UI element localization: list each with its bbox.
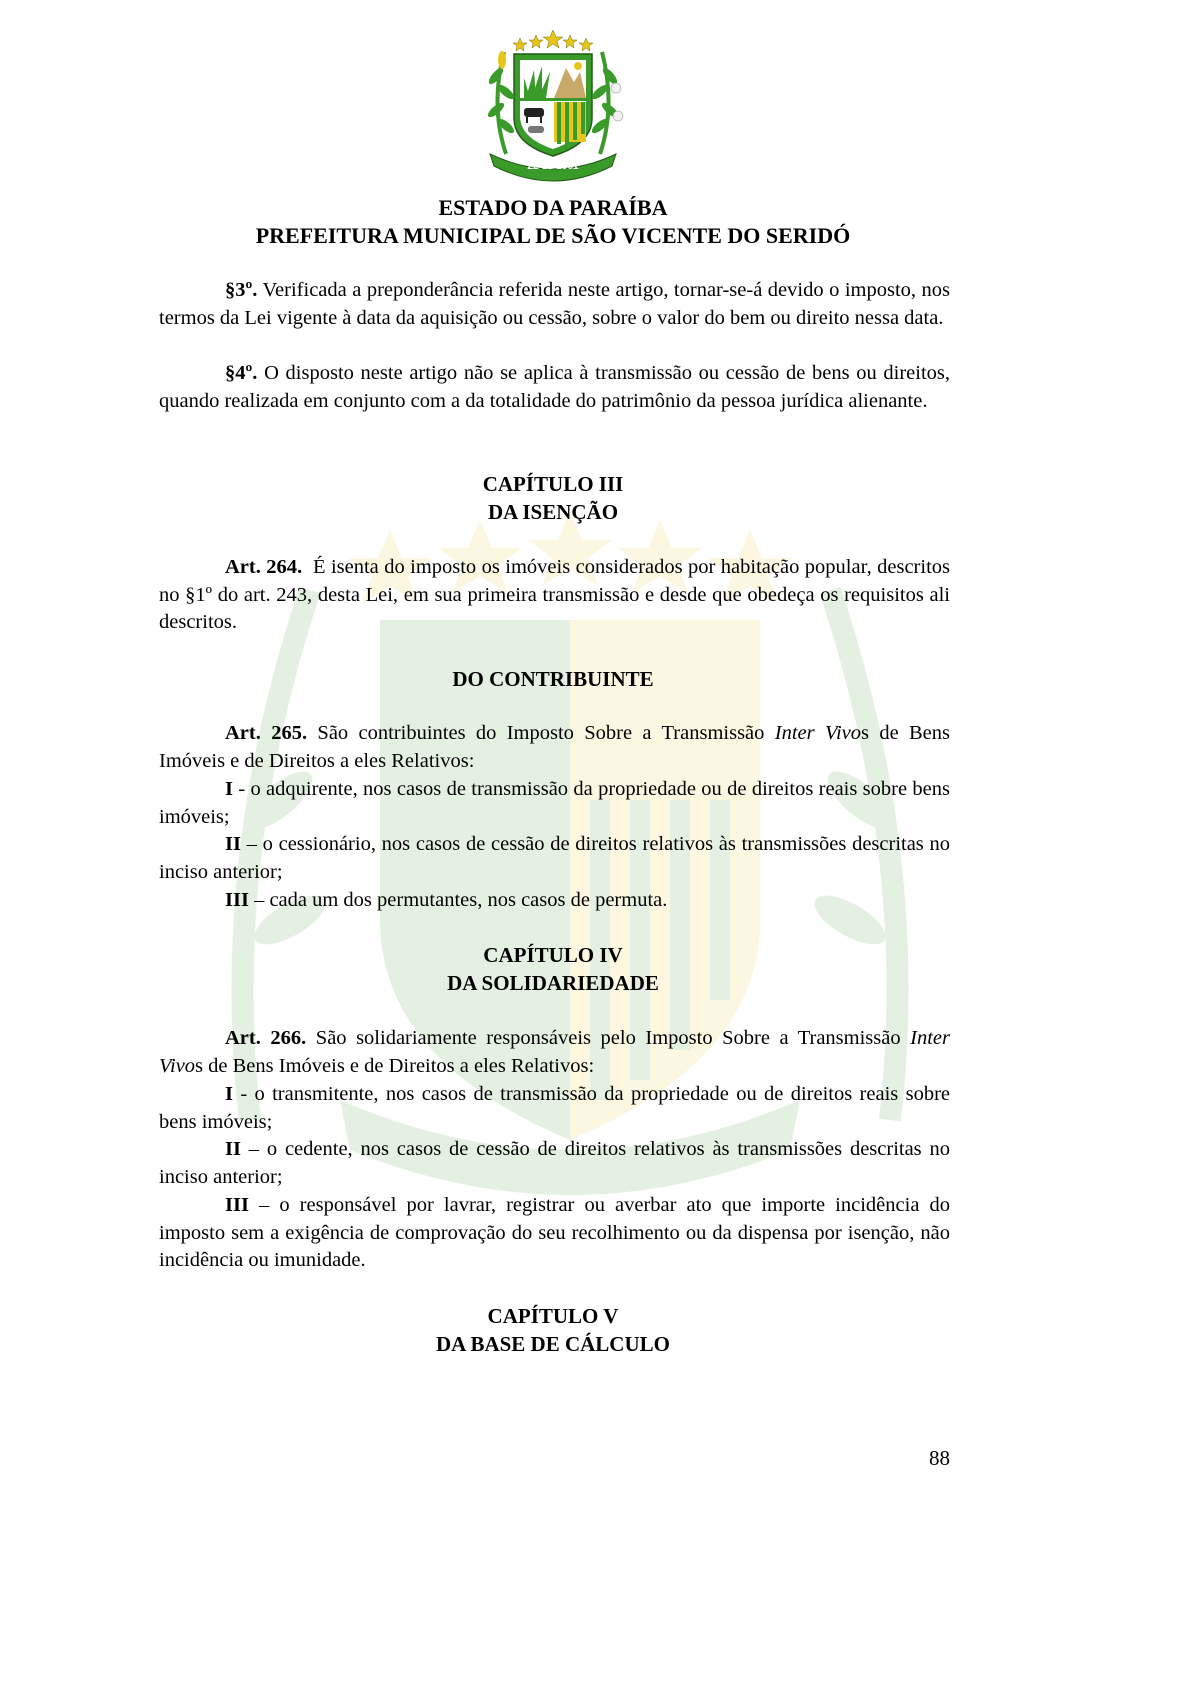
- article-265-text-before: São contribuintes do Imposto Sobre a Transmissão: [307, 722, 775, 744]
- article-265-item-iii-text: – cada um dos permutantes, nos casos de permuta.: [248, 889, 668, 911]
- article-264-text: É isenta do imposto os imóveis considerados por habitação popular, descritos no §1º do art. 243, desta Lei, em sua primeira transmissão e desde que obedeça os requisitos ali descritos.: [159, 556, 956, 634]
- article-265-item-iii: [159, 887, 950, 915]
- article-266-italic: Inter Vivo: [159, 1027, 950, 1077]
- article-265-label: Art. 265.: [225, 722, 308, 744]
- article-265-item-i: [159, 776, 950, 831]
- article-265-item-ii-label: II: [225, 833, 241, 855]
- article-266-item-i-label: I: [225, 1083, 233, 1105]
- article-266-label: Art. 266.: [225, 1027, 307, 1049]
- article-266-item-iii-label: III: [225, 1194, 249, 1216]
- paragraph-3-text: Verificada a preponderância referida neste artigo, tornar-se-á devido o imposto, nos termos da Lei vigente à data da aquisição ou cessão, sobre o valor do bem ou direito nessa data.: [159, 279, 950, 329]
- header-state: ESTADO DA PARAÍBA: [438, 195, 668, 220]
- chapter-5-title: CAPÍTULO V: [487, 1304, 619, 1328]
- article-266: [159, 1025, 950, 1080]
- article-266-item-iii-text: – o responsável por lavrar, registrar ou averbar ato que importe incidência do imposto sem a exigência de comprovação do seu recolhimento ou da dispensa por isenção, não incidência ou imunidade.: [159, 1194, 950, 1272]
- municipal-crest: [466, 26, 640, 186]
- article-265-item-i-label: I: [225, 778, 233, 800]
- paragraph-4-label: §4º.: [225, 362, 258, 384]
- article-265-item-i-text: - o adquirente, nos casos de transmissão da propriedade ou de direitos reais sobre bens imóveis;: [159, 778, 950, 828]
- chapter-3-title: CAPÍTULO III: [482, 472, 624, 496]
- paragraph-3: [159, 277, 950, 332]
- article-264: [159, 554, 956, 637]
- paragraph-4-text: O disposto neste artigo não se aplica à transmissão ou cessão de bens ou direitos, quando realizada em conjunto com a da totalidade do patrimônio da pessoa jurídica alienante.: [159, 362, 950, 412]
- section-contribuinte-title: DO CONTRIBUINTE: [452, 667, 654, 691]
- article-265: [159, 720, 950, 775]
- article-266-item-ii-label: II: [225, 1138, 241, 1160]
- chapter-3-subtitle: DA ISENÇÃO: [487, 500, 619, 524]
- article-265-text-after: s de Bens Imóveis e de Direitos a eles Relativos:: [159, 722, 951, 772]
- article-266-item-ii-text: – o cedente, nos casos de cessão de direitos relativos às transmissões descritas no inciso anterior;: [159, 1138, 950, 1188]
- article-266-item-iii: [159, 1192, 950, 1275]
- article-265-item-ii: [159, 831, 950, 886]
- paragraph-3-label: §3º.: [225, 279, 258, 301]
- article-266-item-ii: [159, 1136, 950, 1191]
- paragraph-4: [159, 360, 950, 415]
- chapter-5-subtitle: DA BASE DE CÁLCULO: [436, 1332, 670, 1356]
- article-264-label: Art. 264.: [225, 556, 303, 578]
- article-265-italic: Inter Vivo: [774, 722, 861, 744]
- article-266-item-i: [159, 1081, 950, 1136]
- article-266-item-i-text: - o transmitente, nos casos de transmissão da propriedade ou de direitos reais sobre bens imóveis;: [159, 1083, 950, 1133]
- chapter-4-subtitle: DA SOLIDARIEDADE: [447, 971, 659, 995]
- article-265-item-ii-text: – o cessionário, nos casos de cessão de direitos relativos às transmissões descritas no inciso anterior;: [159, 833, 950, 883]
- crest-date: 22-12-1961: [527, 161, 579, 172]
- chapter-4-title: CAPÍTULO IV: [483, 943, 623, 967]
- article-266-text-after: s de Bens Imóveis e de Direitos a eles Relativos:: [195, 1054, 595, 1077]
- header-municipality: PREFEITURA MUNICIPAL DE SÃO VICENTE DO SERIDÓ: [255, 223, 851, 248]
- page-number: 88: [929, 1446, 950, 1470]
- article-265-item-iii-label: III: [225, 889, 249, 911]
- article-266-text-before: São solidariamente responsáveis pelo Imposto Sobre a Transmissão: [306, 1027, 911, 1049]
